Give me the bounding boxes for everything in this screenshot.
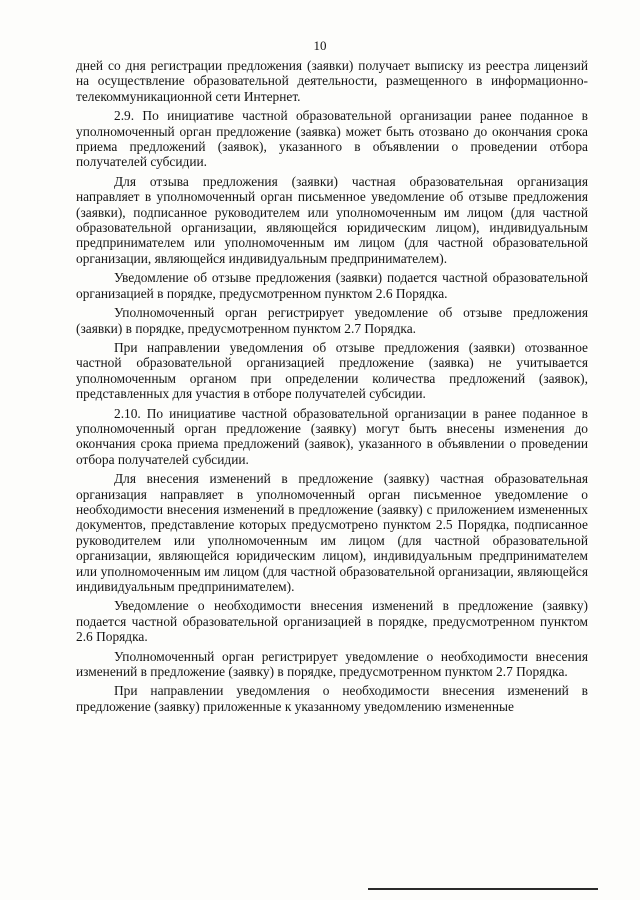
paragraph-withdrawal-procedure: Для отзыва предложения (заявки) частная образовательная организация направляет в уполномоченный орган письменное уведомление об отзыве предложения (заявки), подписанное руководителем или уполномоченным им лицом (для частной образовательной организации, являющейся юридическим лицом), индивидуальным предпринимателем или уполномоченным им лицом (для частной образовательной организации, являющейся индивидуальным предпринимателем).: [76, 173, 588, 266]
paragraph-changes-attachments: При направлении уведомления о необходимости внесения изменений в предложение (заявку) приложенные к указанному уведомлению измененные: [76, 683, 588, 714]
paragraph-changes-submission: Уведомление о необходимости внесения изменений в предложение (заявку) подается частной образовательной организацией в порядке, предусмотренном пунктом 2.6 Порядка.: [76, 598, 588, 645]
page-number: 10: [313, 38, 327, 53]
footer-divider: [368, 888, 598, 890]
paragraph-2-10: 2.10. По инициативе частной образовательной организации в ранее поданное в уполномоченный орган предложение (заявку) могут быть внесены изменения до окончания срока приема предложений (заявок), указанного в объявлении о проведении отбора получателей субсидии.: [76, 405, 588, 467]
paragraph-continuation: дней со дня регистрации предложения (заявки) получает выписку из реестра лицензий на осуществление образовательной деятельности, размещенного в информационно-телекоммуникационной сети Интернет.: [76, 58, 588, 104]
paragraph-changes-procedure: Для внесения изменений в предложение (заявку) частная образовательная организация направляет в уполномоченный орган письменное уведомление о необходимости внесения изменений в предложение (заявку) с приложением измененных документов, представление которых предусмотрено пунктом 2.5 Порядка, подписанное руководителем или уполномоченным им лицом (для частной образовательной организации, являющейся юридическим лицом), индивидуальным предпринимателем или уполномоченным им лицом (для частной образовательной организации, являющейся индивидуальным предпринимателем).: [76, 471, 588, 594]
paragraph-withdrawal-effect: При направлении уведомления об отзыве предложения (заявки) отозванное частной образовательной организацией предложение (заявка) не учитывается уполномоченным органом при определении количества предложений (заявок), представленных для участия в отборе получателей субсидии.: [76, 339, 588, 402]
document-body: [76, 58, 588, 718]
paragraph-changes-registration: Уполномоченный орган регистрирует уведомление о необходимости внесения изменений в предложение (заявку) в порядке, предусмотренном пунктом 2.7 Порядка.: [76, 648, 588, 680]
paragraph-withdrawal-registration: Уполномоченный орган регистрирует уведомление об отзыве предложения (заявки) в порядке, предусмотренном пунктом 2.7 Порядка.: [76, 305, 588, 336]
paragraph-2-9: 2.9. По инициативе частной образовательной организации ранее поданное в уполномоченный орган предложение (заявка) может быть отозвано до окончания срока приема предложений (заявок), указанного в объявлении о проведении отбора получателей субсидии.: [76, 108, 588, 170]
paragraph-withdrawal-submission: Уведомление об отзыве предложения (заявки) подается частной образовательной организацией в порядке, предусмотренном пунктом 2.6 Порядка.: [76, 270, 588, 301]
